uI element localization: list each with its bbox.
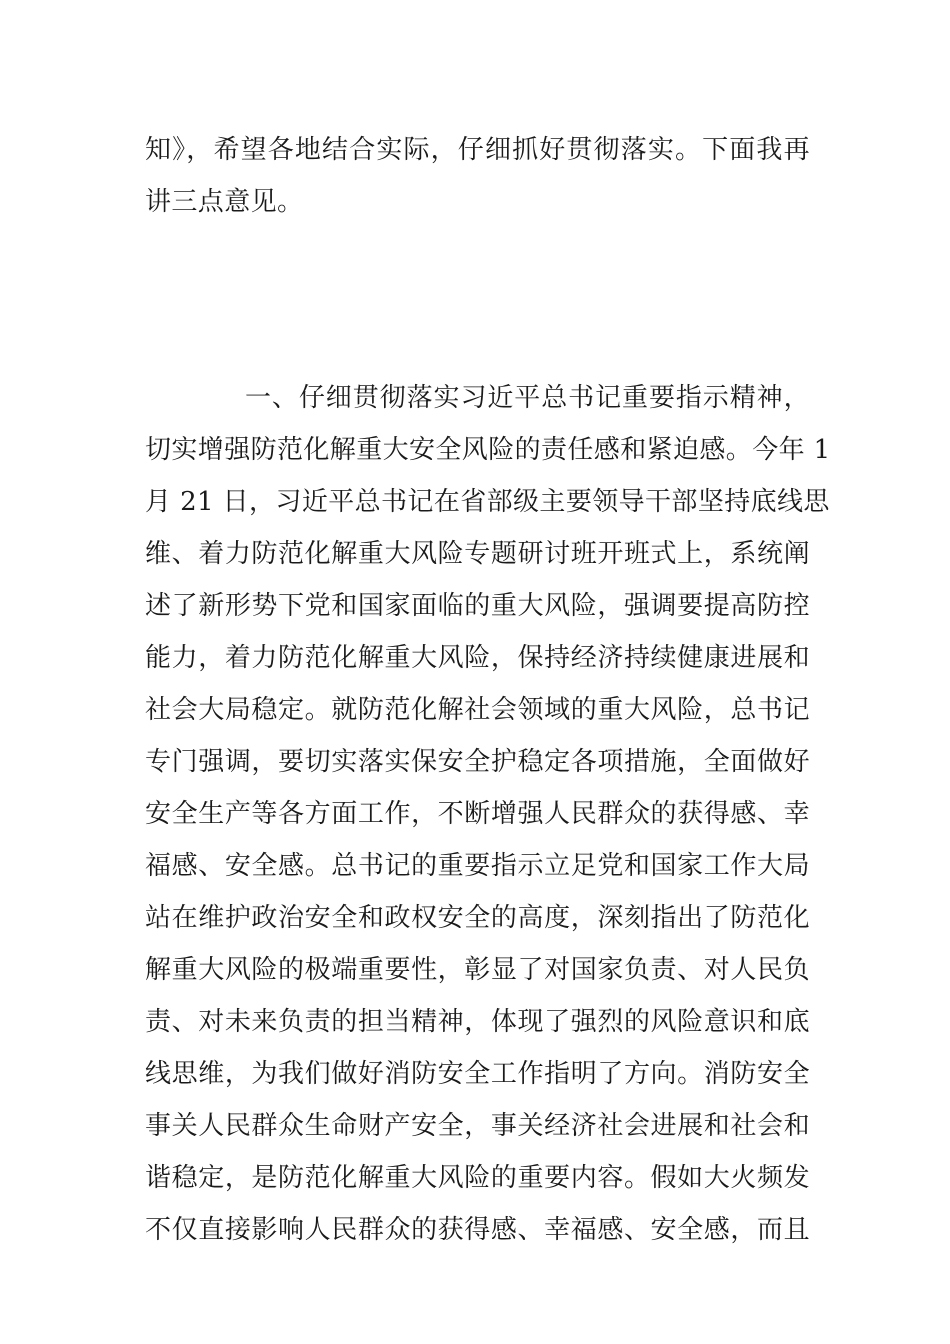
section1-line-3: 月 21 日，习近平总书记在省部级主要领导干部坚持底线思 [145,487,830,517]
section1-line-5: 述了新形势下党和国家面临的重大风险，强调要提高防控 [145,591,810,621]
section1-heading-line: 一、仔细贯彻落实习近平总书记重要指示精神， [245,383,810,413]
section1-line-16: 谐稳定，是防范化解重大风险的重要内容。假如大火频发 [145,1163,810,1193]
section1-line-8: 专门强调，要切实落实保安全护稳定各项措施，全面做好 [145,747,810,777]
section1-line-2: 切实增强防范化解重大安全风险的责任感和紧迫感。今年 1 [145,435,831,465]
intro-line-2: 讲三点意见。 [145,187,304,217]
section1-line-7: 社会大局稳定。就防范化解社会领域的重大风险，总书记 [145,695,810,725]
section1-line-11: 站在维护政治安全和政权安全的高度，深刻指出了防范化 [145,903,810,933]
section1-line-13: 责、对未来负责的担当精神，体现了强烈的风险意识和底 [145,1007,810,1037]
section1-line-15: 事关人民群众生命财产安全，事关经济社会进展和社会和 [145,1111,810,1141]
section1-line-12: 解重大风险的极端重要性，彰显了对国家负责、对人民负 [145,955,810,985]
section1-line-4: 维、着力防范化解重大风险专题研讨班开班式上，系统阐 [145,539,810,569]
section1-line-6: 能力，着力防范化解重大风险，保持经济持续健康进展和 [145,643,810,673]
section1-line-9: 安全生产等各方面工作，不断增强人民群众的获得感、幸 [145,799,810,829]
section1-line-10: 福感、安全感。总书记的重要指示立足党和国家工作大局 [145,851,810,881]
intro-line-1: 知》，希望各地结合实际，仔细抓好贯彻落实。下面我再 [145,135,810,165]
section1-line-14: 线思维，为我们做好消防安全工作指明了方向。消防安全 [145,1059,810,1089]
section1-line-17: 不仅直接影响人民群众的获得感、幸福感、安全感，而且 [145,1215,810,1245]
